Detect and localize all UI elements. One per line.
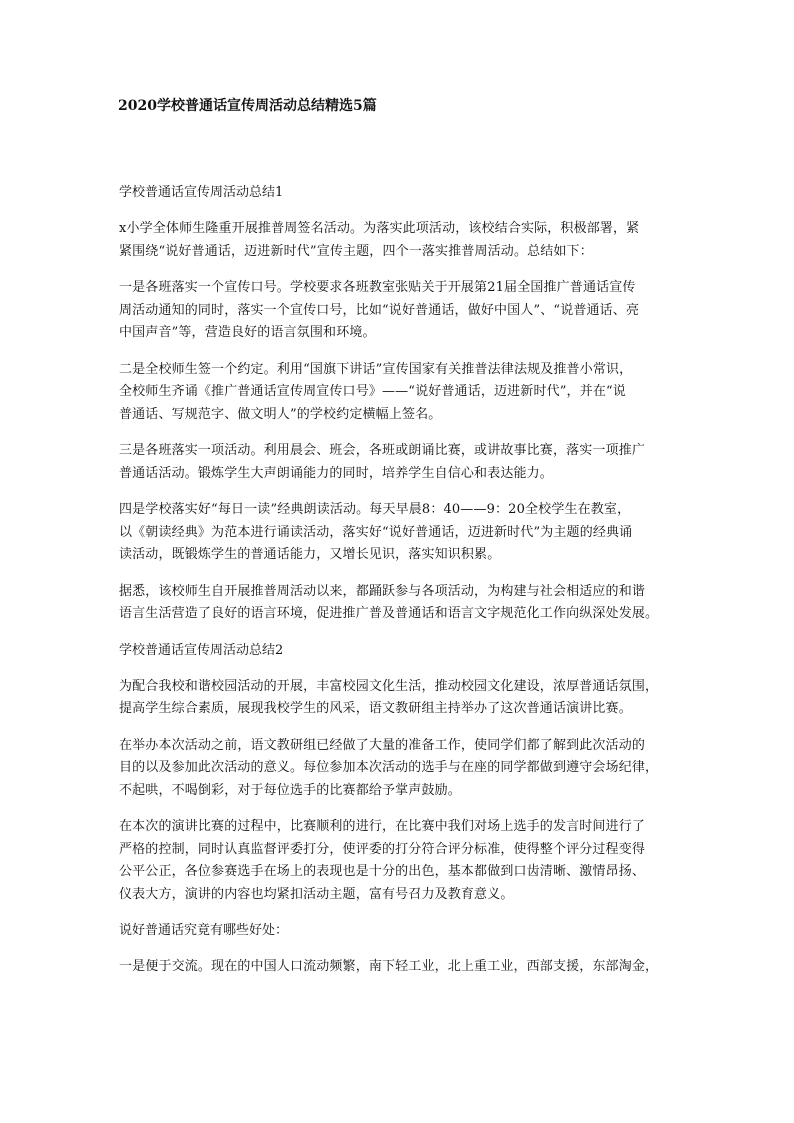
paragraph (119, 676, 687, 721)
text-line: 普通话活动。锻炼学生大声朗诵能力的同时，培养学生自信心和表达能力。 (119, 465, 553, 481)
text-line: 一是便于交流。现在的中国人口流动频繁，南下轻工业，北上重工业，西部支援，东部淘金， (119, 959, 659, 974)
text-line: 公平公正，各位参赛选手在场上的表现也是十分的出色，基本都做到口齿清晰、激情昂扬、 (119, 864, 646, 879)
document-body (119, 170, 687, 993)
text-line: 四是学校落实好“每日一读”经典朗读活动。每天早晨8：40——9：20全校学生在教室， (119, 502, 631, 517)
text-line: 三是各班落实一项活动。利用晨会、班会，各班或朗诵比赛，或讲故事比赛，落实一项推广 (119, 443, 646, 458)
paragraph (119, 499, 687, 567)
paragraph (119, 735, 687, 803)
text-line: 提高学生综合素质，展现我校学生的风采，语文教研组主持举办了这次普通话演讲比赛。 (119, 701, 632, 716)
paragraph (119, 277, 687, 345)
paragraph (119, 581, 687, 626)
section-heading: 说好普通话究竟有哪些好处： (119, 923, 289, 938)
section-3 (119, 920, 687, 979)
section-1 (119, 182, 687, 626)
text-line: 严格的控制，同时认真监督评委打分，使评委的打分符合评分标准，使得整个评分过程变得 (119, 841, 646, 857)
text-line: 语言生活营造了良好的语言环境，促进推广普及普通话和语言文字规范化工作向纵深处发展。 (119, 606, 659, 621)
section-2 (119, 640, 687, 907)
text-line: 不起哄，不喝倒彩，对于每位选手的比赛都给予掌声鼓励。 (119, 782, 461, 798)
text-line: 在举办本次活动之前，语文教研组已经做了大量的准备工作，使同学们都了解到此次活动的 (119, 737, 646, 753)
text-line: 在本次的演讲比赛的过程中，比赛顺利的进行，在比赛中我们对场上选手的发言时间进行了 (119, 819, 646, 834)
text-line: 全校师生齐诵《推广普通话宣传周宣传口号》——“说好普通话，迈进新时代”，并在“说 (119, 384, 626, 399)
text-line: x小学全体师生隆重开展推普周签名活动。为落实此项活动，该校结合实际，积极部署，紧 (119, 221, 640, 236)
paragraph (119, 218, 687, 263)
text-line: 为配合我校和谐校园活动的开展，丰富校园文化生活，推动校园文化建设，浓厚普通话氛围， (119, 678, 659, 694)
paragraph (119, 956, 687, 979)
text-line: 一是各班落实一个宣传口号。学校要求各班教室张贴关于开展第21届全国推广普通话宣传 (119, 280, 636, 295)
text-line: 以《朝读经典》为范本进行诵读活动，落实好“说好普通话，迈进新时代”为主题的经典诵 (119, 524, 633, 540)
text-line: 普通话、写规范字、做文明人”的学校约定横幅上签名。 (119, 406, 442, 422)
text-line: 目的以及参加此次活动的意义。每位参加本次活动的选手与在座的同学都做到遵守会场纪律， (119, 760, 659, 775)
text-line: 紧围绕“说好普通话，迈进新时代”宣传主题，四个一落实推普周活动。总结如下： (119, 243, 593, 259)
text-line: 周活动通知的同时，落实一个宣传口号，比如“说好普通话，做好中国人”、“说普通话、亮 (119, 302, 640, 318)
paragraph (119, 440, 687, 485)
paragraph (119, 359, 687, 427)
section-heading: 学校普通话宣传周活动总结2 (119, 642, 284, 658)
document-title: 2020学校普通话宣传周活动总结精选5篇 (118, 98, 377, 114)
text-line: 二是全校师生签一个约定。利用“国旗下讲话”宣传国家有关推普法律法规及推普小常识， (119, 361, 633, 377)
text-line: 仪表大方，演讲的内容也均紧扣活动主题，富有号召力及教育意义。 (119, 886, 514, 902)
text-line: 据悉，该校师生自开展推普周活动以来，都踊跃参与各项活动，为构建与社会相适应的和谐 (119, 583, 646, 599)
text-line: 读活动，既锻炼学生的普通话能力，又增长见识，落实知识积累。 (119, 547, 501, 562)
section-heading: 学校普通话宣传周活动总结1 (119, 185, 284, 200)
text-line: 中国声音”等，营造良好的语言氛围和环境。 (119, 325, 376, 340)
paragraph (119, 816, 687, 906)
